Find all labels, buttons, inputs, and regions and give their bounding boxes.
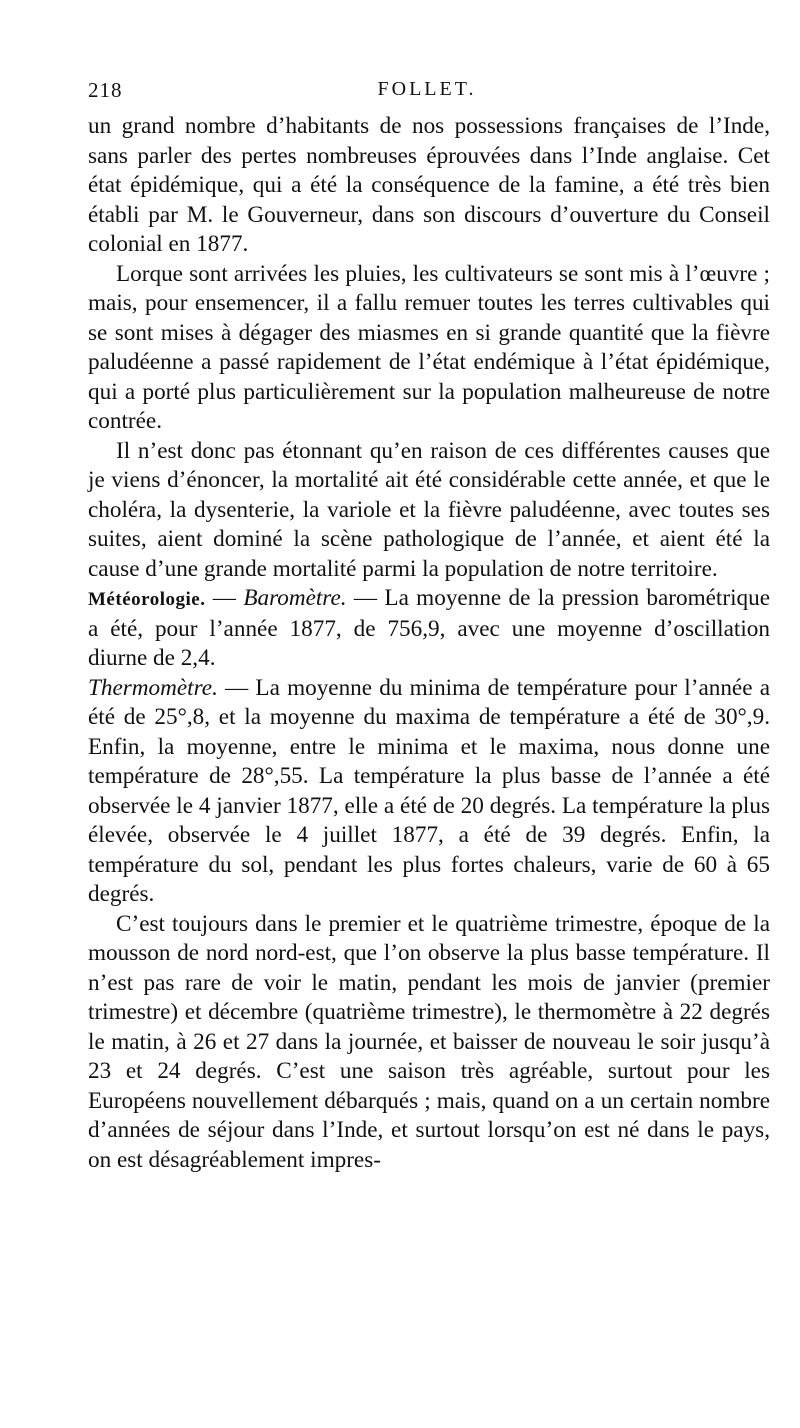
paragraph-meteorologie — [88, 584, 770, 674]
paragraph-6-text: C’est toujours dans le premier et le quatrième trimestre, époque de la mousson de nord nord-est, que l’on observe la plus basse température. Il n’est pas rare de voir le matin, pendant les mois de janvier (premier trimestre) et décembre (quatrième trimestre), le thermomètre à 22 degrés le matin, à 26 et 27 dans la journée, et baisser de nouveau le soir jusqu’à 23 et 24 degrés. C’est une saison très agréable, surtout pour les Européens nouvellement débarqués ; mais, quand on a un certain nombre d’années de séjour dans l’Inde, et surtout lorsqu’on est né dans le pays, on est désagréablement impres- — [88, 910, 770, 1173]
paragraph-thermometre-text: — La moyenne du minima de température pour l’année a été de 25°,8, et la moyenne du maxima de température a été de 30°,9. Enfin, la moyenne, entre le minima et le maxima, nous donne une température de 28°,55. La température la plus basse de l’année a été observée le 4 janvier 1877, elle a été de 20 degrés. La température la plus élevée, observée le 4 juillet 1877, a été de 39 degrés. Enfin, la température du sol, pendant les plus fortes chaleurs, varie de 60 à 65 degrés. — [88, 674, 770, 907]
paragraph-6 — [88, 910, 770, 1176]
paragraph-2-text: Lorque sont arrivées les pluies, les cultivateurs se sont mis à l’œuvre ; mais, pour ensemencer, il a fallu remuer toutes les terres cultivables qui se sont mises à dégager des miasmes en si grande quantité que la fièvre paludéenne a passé rapidement de l’état endémique à l’état épidémique, qui a porté plus particulièrement sur la population malheureuse de notre contrée. — [88, 260, 770, 434]
section-dash: — — [205, 585, 244, 611]
section-label-meteorologie: Météorologie. — [88, 589, 206, 610]
paragraph-1-text: un grand nombre d’habitants de nos possessions françaises de l’Inde, sans parler des pertes nombreuses éprouvées dans l’Inde anglaise. Cet état épidémique, qui a été la conséquence de la famine, a été très bien établi par M. le Gouverneur, dans son discours d’ouverture du Conseil colonial en 1877. — [88, 113, 770, 257]
page-number: 218 — [88, 78, 123, 102]
subsection-thermometre: Thermomètre. — [88, 674, 218, 701]
paragraph-barometre-text: — La moyenne de la pression barométrique a été, pour l’année 1877, de 756,9, avec une moyenne d’oscillation diurne de 2,4. — [88, 585, 771, 671]
running-head: FOLLET. — [377, 78, 477, 100]
page-header — [82, 78, 772, 114]
paragraph-3 — [88, 437, 770, 585]
paragraph-thermometre — [88, 674, 770, 910]
paragraph-2 — [88, 260, 770, 437]
paragraph-3-text: Il n’est donc pas étonnant qu’en raison de ces différentes causes que je viens d’énoncer, la mortalité ait été considérable cette année, et que le choléra, la dysenterie, la variole et la fièvre paludéenne, avec toutes ses suites, aient dominé la scène pathologique de l’année, et aient été la cause d’une grande mortalité parmi la population de notre territoire. — [88, 437, 770, 582]
paragraph-1 — [88, 112, 770, 260]
body-text — [88, 112, 770, 1175]
subsection-barometre: Baromètre. — [243, 585, 347, 611]
